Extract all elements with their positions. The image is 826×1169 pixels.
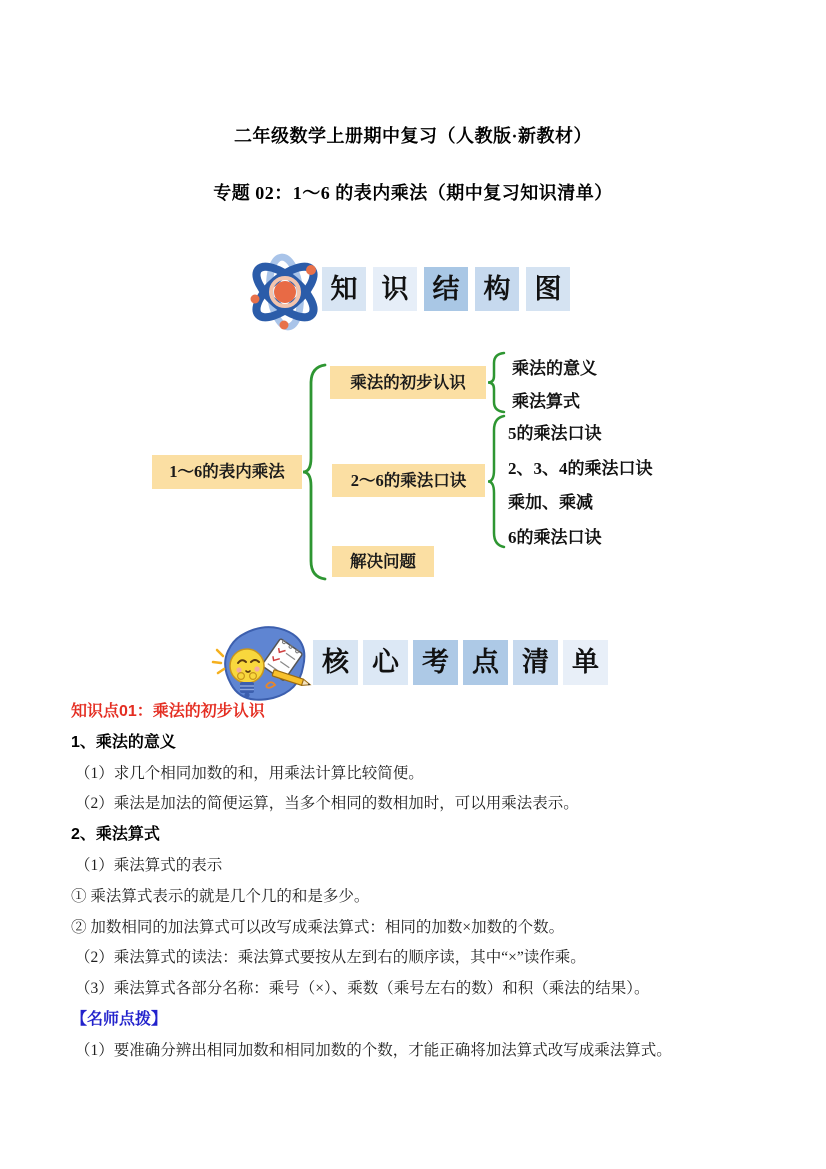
banner-tile: 点 bbox=[463, 640, 508, 685]
mindmap-root-node: 1～6的表内乘法 bbox=[152, 455, 302, 489]
banner-tile: 清 bbox=[513, 640, 558, 685]
content-line: （2）乘法是加法的简便运算，当多个相同的数相加时，可以用乘法表示。 bbox=[75, 795, 579, 813]
mindmap-leaf: 5的乘法口诀 bbox=[508, 424, 602, 443]
mindmap-branch-node: 解决问题 bbox=[332, 546, 434, 577]
mindmap-leaf: 乘法的意义 bbox=[512, 359, 597, 378]
mindmap-leaf: 乘加、乘减 bbox=[508, 493, 593, 512]
section-heading: 1、乘法的意义 bbox=[71, 733, 176, 751]
page-subtitle: 专题 02：1～6 的表内乘法（期中复习知识清单） bbox=[213, 183, 613, 203]
mindmap-leaf: 6的乘法口诀 bbox=[508, 528, 602, 547]
banner-tile: 心 bbox=[363, 640, 408, 685]
banner-tile: 核 bbox=[313, 640, 358, 685]
mindmap-leaf: 2、3、4的乘法口诀 bbox=[508, 459, 653, 478]
mindmap-leaf: 乘法算式 bbox=[512, 392, 580, 411]
branch-brace bbox=[487, 414, 507, 549]
content-line: ① 乘法算式表示的就是几个几的和是多少。 bbox=[71, 887, 370, 905]
root-brace bbox=[302, 363, 328, 581]
atom-icon bbox=[243, 250, 327, 334]
banner-tile: 构 bbox=[475, 267, 519, 311]
banner-tile: 识 bbox=[373, 267, 417, 311]
page-title: 二年级数学上册期中复习（人教版·新教材） bbox=[233, 126, 592, 146]
knowledge-point-heading: 知识点01：乘法的初步认识 bbox=[71, 703, 265, 720]
teacher-tips-heading: 【名师点拨】 bbox=[71, 1010, 168, 1028]
mindmap-branch-node: 2～6的乘法口诀 bbox=[332, 464, 485, 497]
banner-tile: 知 bbox=[322, 267, 366, 311]
banner-tile: 图 bbox=[526, 267, 570, 311]
mindmap-branch-node: 乘法的初步认识 bbox=[330, 366, 486, 399]
banner-tile: 单 bbox=[563, 640, 608, 685]
content-line: （2）乘法算式的读法：乘法算式要按从左到右的顺序读，其中“×”读作乘。 bbox=[75, 949, 586, 967]
content-line: （1）乘法算式的表示 bbox=[75, 856, 223, 874]
content-body bbox=[71, 697, 801, 1067]
banner-tile: 考 bbox=[413, 640, 458, 685]
content-line: （1）要准确分辨出相同加数和相同加数的个数，才能正确将加法算式改写成乘法算式。 bbox=[75, 1041, 672, 1059]
section-heading: 2、乘法算式 bbox=[71, 826, 160, 844]
branch-brace bbox=[487, 351, 507, 414]
core-banner-tiles bbox=[313, 640, 613, 685]
banner-tile: 结 bbox=[424, 267, 468, 311]
content-line: （1）求几个相同加数的和，用乘法计算比较简便。 bbox=[75, 764, 424, 782]
knowledge-structure-banner bbox=[243, 250, 327, 339]
content-line: （3）乘法算式各部分名称：乘号（×）、乘数（乘号左右的数）和积（乘法的结果）。 bbox=[75, 980, 650, 998]
knowledge-banner-tiles bbox=[322, 267, 577, 311]
bulb-character-icon bbox=[210, 623, 316, 707]
content-line: ② 加数相同的加法算式可以改写成乘法算式：相同的加数×加数的个数。 bbox=[71, 918, 565, 936]
